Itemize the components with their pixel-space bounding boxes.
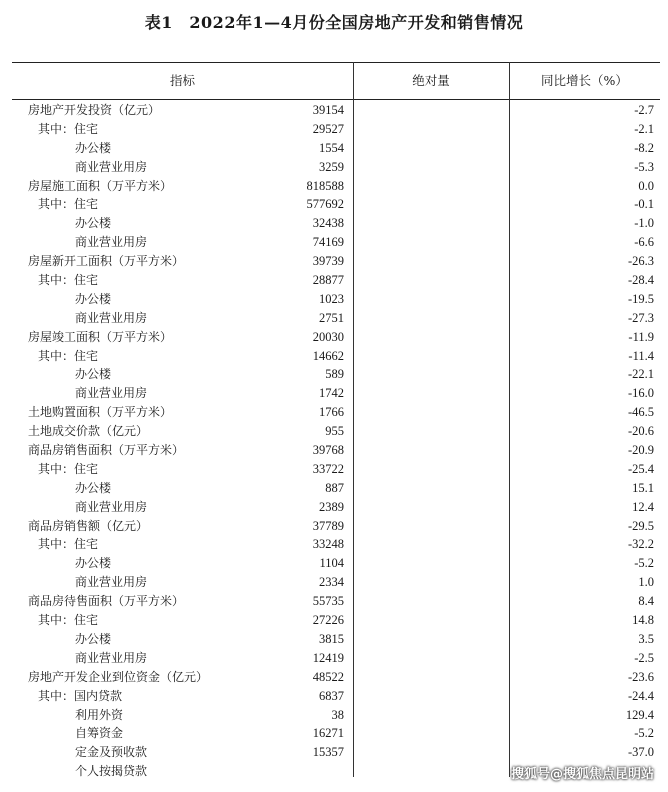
row-yoy-value: -0.1 xyxy=(634,197,654,212)
row-label: 自筹资金 xyxy=(75,726,124,741)
row-absolute-value: 29527 xyxy=(312,121,344,136)
row-absolute-value: 16271 xyxy=(312,726,344,741)
table-row xyxy=(12,177,660,196)
table-row xyxy=(12,460,660,479)
table-row xyxy=(12,649,660,668)
row-absolute-value: 33248 xyxy=(312,537,344,552)
row-yoy-value: 15.1 xyxy=(632,480,654,495)
row-label: 商品房待售面积（万平方米） xyxy=(28,594,185,609)
row-label: 房地产开发企业到位资金（亿元） xyxy=(28,669,209,684)
watermark: 搜狐号@搜狐焦点昆明站 xyxy=(510,767,654,782)
table-row xyxy=(12,365,660,384)
table-row xyxy=(12,479,660,498)
row-absolute-value: 3259 xyxy=(319,159,344,174)
table-row xyxy=(12,535,660,554)
row-label: 商业营业用房 xyxy=(75,499,148,514)
row-absolute-value: 1104 xyxy=(319,556,344,571)
row-absolute-value: 3815 xyxy=(319,631,344,646)
row-yoy-value: -37.0 xyxy=(627,745,654,760)
row-absolute-value: 28877 xyxy=(312,273,344,288)
table-row xyxy=(12,384,660,403)
row-yoy-value: -26.3 xyxy=(627,254,654,269)
row-label: 办公楼 xyxy=(75,291,112,306)
row-label: 利用外资 xyxy=(75,707,124,722)
row-yoy-value: -11.9 xyxy=(628,329,654,344)
row-yoy-value: 0.0 xyxy=(638,178,654,193)
row-label: 土地购置面积（万平方米） xyxy=(28,405,173,420)
row-label: 办公楼 xyxy=(75,367,112,382)
row-absolute-value: 589 xyxy=(325,367,344,382)
row-absolute-value: 577692 xyxy=(306,197,344,212)
row-yoy-value: -11.4 xyxy=(628,348,654,363)
table-row xyxy=(12,252,660,271)
row-label: 其中：住宅 xyxy=(38,461,99,476)
row-label: 办公楼 xyxy=(75,480,112,495)
table-row xyxy=(12,441,660,460)
row-yoy-value: -2.5 xyxy=(634,650,654,665)
table-body xyxy=(12,101,660,781)
row-label: 商业营业用房 xyxy=(75,159,148,174)
row-label: 房屋施工面积（万平方米） xyxy=(28,178,173,193)
row-absolute-value: 20030 xyxy=(312,329,344,344)
table-row xyxy=(12,592,660,611)
table-row xyxy=(12,724,660,743)
row-label: 办公楼 xyxy=(75,556,112,571)
row-absolute-value: 39739 xyxy=(312,254,344,269)
row-label: 房屋新开工面积（万平方米） xyxy=(28,254,185,269)
row-label: 商业营业用房 xyxy=(75,310,148,325)
row-yoy-value: 8.4 xyxy=(638,594,654,609)
row-yoy-value: -23.6 xyxy=(627,669,654,684)
row-yoy-value: -2.7 xyxy=(634,103,654,117)
row-absolute-value: 2389 xyxy=(319,499,344,514)
table-row xyxy=(12,101,660,120)
row-absolute-value: 37789 xyxy=(312,518,344,533)
row-label: 房地产开发投资（亿元） xyxy=(28,103,161,117)
row-absolute-value: 1766 xyxy=(319,405,344,420)
table-row xyxy=(12,611,660,630)
row-yoy-value: -5.2 xyxy=(634,726,654,741)
row-yoy-value: 3.5 xyxy=(638,631,654,646)
row-absolute-value: 33722 xyxy=(312,461,344,476)
table-row xyxy=(12,554,660,573)
table-row xyxy=(12,347,660,366)
row-yoy-value: -19.5 xyxy=(627,291,654,306)
row-absolute-value: 887 xyxy=(325,480,344,495)
row-label: 商品房销售面积（万平方米） xyxy=(28,443,185,458)
row-absolute-value: 6837 xyxy=(319,688,344,703)
table-row xyxy=(12,573,660,592)
row-label: 其中：住宅 xyxy=(38,348,99,363)
row-yoy-value: -29.5 xyxy=(627,518,654,533)
row-label: 其中：国内贷款 xyxy=(38,688,123,703)
row-yoy-value: -46.5 xyxy=(627,405,654,420)
row-absolute-value: 1554 xyxy=(319,140,344,155)
row-yoy-value: -16.0 xyxy=(627,386,654,401)
row-absolute-value: 74169 xyxy=(312,235,344,250)
row-yoy-value: -20.6 xyxy=(627,424,654,439)
row-yoy-value: -28.4 xyxy=(627,273,654,288)
table-row xyxy=(12,233,660,252)
row-absolute-value: 15357 xyxy=(312,745,344,760)
table-row xyxy=(12,743,660,762)
row-label: 个人按揭贷款 xyxy=(75,764,148,779)
row-label: 其中：住宅 xyxy=(38,613,99,628)
row-absolute-value: 55735 xyxy=(312,594,344,609)
row-yoy-value: -32.2 xyxy=(627,537,654,552)
row-absolute-value: 14662 xyxy=(312,348,344,363)
table-row xyxy=(12,120,660,139)
row-absolute-value: 2751 xyxy=(319,310,344,325)
row-absolute-value: 818588 xyxy=(306,178,344,193)
row-label: 商业营业用房 xyxy=(75,650,148,665)
row-yoy-value: -8.2 xyxy=(634,140,654,155)
row-label: 土地成交价款（亿元） xyxy=(28,424,149,439)
row-yoy-value: 129.4 xyxy=(625,707,654,722)
header-absolute: 绝对量 xyxy=(412,73,450,88)
row-yoy-value: 12.4 xyxy=(632,499,654,514)
row-label: 商品房销售额（亿元） xyxy=(28,518,149,533)
table-header-rule xyxy=(12,99,660,100)
row-absolute-value: 2334 xyxy=(319,575,344,590)
table-row xyxy=(12,139,660,158)
row-label: 商业营业用房 xyxy=(75,235,148,250)
row-yoy-value: -5.3 xyxy=(634,159,654,174)
page-title: 表1 2022年1—4月份全国房地产开发和销售情况 xyxy=(144,13,524,32)
row-label: 商业营业用房 xyxy=(75,386,148,401)
row-label: 办公楼 xyxy=(75,216,112,231)
row-absolute-value: 38 xyxy=(331,707,344,722)
row-yoy-value: -6.6 xyxy=(634,235,654,250)
table-row xyxy=(12,498,660,517)
table-row xyxy=(12,195,660,214)
row-label: 其中：住宅 xyxy=(38,273,99,288)
header-indicator: 指标 xyxy=(169,73,195,88)
row-label: 其中：住宅 xyxy=(38,197,99,212)
row-absolute-value: 1742 xyxy=(319,386,344,401)
row-absolute-value: 32438 xyxy=(312,216,344,231)
table-row xyxy=(12,214,660,233)
table-row xyxy=(12,630,660,649)
row-label: 其中：住宅 xyxy=(38,121,99,136)
row-label: 办公楼 xyxy=(75,631,112,646)
row-absolute-value: 955 xyxy=(325,424,344,439)
row-label: 其中：住宅 xyxy=(38,537,99,552)
table-row xyxy=(12,422,660,441)
table-row xyxy=(12,517,660,536)
row-yoy-value: -20.9 xyxy=(627,443,654,458)
row-absolute-value: 39768 xyxy=(312,443,344,458)
table-row xyxy=(12,706,660,725)
table-row xyxy=(12,290,660,309)
table-row xyxy=(12,158,660,177)
row-label: 办公楼 xyxy=(75,140,112,155)
table-row xyxy=(12,668,660,687)
table-row xyxy=(12,328,660,347)
row-yoy-value: -22.1 xyxy=(627,367,654,382)
row-absolute-value: 1023 xyxy=(319,291,344,306)
row-yoy-value: -27.3 xyxy=(627,310,654,325)
row-label: 房屋竣工面积（万平方米） xyxy=(28,329,173,344)
row-yoy-value: 14.8 xyxy=(632,613,654,628)
row-yoy-value: -5.2 xyxy=(634,556,654,571)
row-absolute-value: 12419 xyxy=(312,650,344,665)
row-yoy-value: -24.4 xyxy=(627,688,654,703)
row-label: 商业营业用房 xyxy=(75,575,148,590)
header-yoy: 同比增长（%） xyxy=(541,73,628,88)
table-row xyxy=(12,687,660,706)
row-yoy-value: -1.0 xyxy=(634,216,654,231)
row-yoy-value: -2.1 xyxy=(634,121,654,136)
row-label: 定金及预收款 xyxy=(75,745,148,760)
row-yoy-value: -25.4 xyxy=(627,461,654,476)
table-row xyxy=(12,309,660,328)
row-absolute-value: 27226 xyxy=(312,613,344,628)
row-yoy-value: 1.0 xyxy=(638,575,654,590)
table-row xyxy=(12,271,660,290)
row-absolute-value: 39154 xyxy=(312,103,344,117)
row-absolute-value: 48522 xyxy=(312,669,344,684)
table-row xyxy=(12,403,660,422)
